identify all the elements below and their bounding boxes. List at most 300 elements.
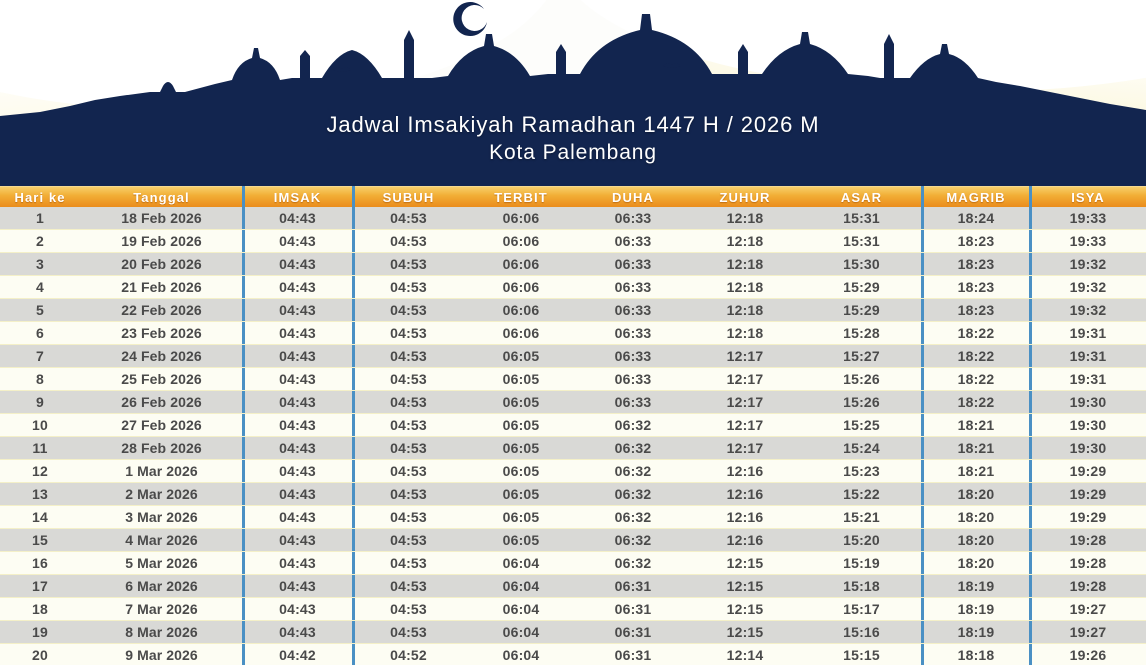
cell-terbit: 06:05 (502, 440, 540, 456)
imsak-column-divider-left (242, 230, 245, 252)
magrib-column-divider-right (1029, 391, 1032, 413)
cell-zuhur: 12:18 (726, 233, 764, 249)
imsak-column-divider-right (352, 230, 355, 252)
cell-isya: 19:29 (1069, 463, 1107, 479)
cell-hari: 13 (32, 486, 48, 502)
magrib-column-divider-right (1029, 575, 1032, 597)
table-row (0, 529, 1146, 552)
cell-zuhur: 12:18 (726, 279, 764, 295)
cell-isya: 19:28 (1069, 578, 1107, 594)
magrib-column-divider-left (921, 368, 924, 390)
cell-terbit: 06:04 (502, 555, 540, 571)
cell-tgl: 3 Mar 2026 (125, 509, 198, 525)
cell-zuhur: 12:17 (726, 371, 764, 387)
cell-imsak: 04:43 (279, 233, 316, 249)
cell-subuh: 04:53 (390, 256, 427, 272)
cell-asar: 15:23 (843, 463, 880, 479)
cell-zuhur: 12:17 (726, 440, 764, 456)
cell-magrib: 18:20 (957, 509, 995, 525)
page-title: Jadwal Imsakiyah Ramadhan 1447 H / 2026 M (326, 112, 820, 137)
magrib-column-divider-left (921, 391, 924, 413)
cell-magrib: 18:21 (957, 440, 995, 456)
cell-terbit: 06:04 (502, 601, 540, 617)
magrib-column-divider-right-header (1029, 186, 1032, 207)
magrib-column-divider-right (1029, 230, 1032, 252)
cell-zuhur: 12:15 (726, 555, 764, 571)
column-header-hari[interactable]: Hari ke (14, 189, 66, 205)
imsak-column-divider-right (352, 368, 355, 390)
cell-hari: 4 (36, 279, 44, 295)
cell-hari: 16 (32, 555, 48, 571)
cell-terbit: 06:04 (502, 578, 540, 594)
cell-asar: 15:29 (843, 279, 880, 295)
cell-terbit: 06:04 (502, 647, 540, 663)
cell-terbit: 06:05 (502, 394, 540, 410)
cell-tgl: 26 Feb 2026 (121, 394, 202, 410)
imsak-column-divider-left (242, 575, 245, 597)
cell-imsak: 04:43 (279, 578, 316, 594)
cell-magrib: 18:20 (957, 486, 995, 502)
magrib-column-divider-right (1029, 552, 1032, 574)
table-row (0, 644, 1146, 665)
table-row (0, 299, 1146, 322)
cell-magrib: 18:22 (957, 371, 995, 387)
cell-zuhur: 12:18 (726, 302, 764, 318)
cell-tgl: 22 Feb 2026 (121, 302, 202, 318)
cell-imsak: 04:43 (279, 348, 316, 364)
cell-zuhur: 12:16 (726, 509, 764, 525)
cell-tgl: 28 Feb 2026 (121, 440, 202, 456)
column-header-terbit[interactable]: TERBIT (494, 189, 548, 205)
cell-hari: 14 (32, 509, 48, 525)
cell-subuh: 04:53 (390, 578, 427, 594)
table-row (0, 598, 1146, 621)
cell-imsak: 04:43 (279, 256, 316, 272)
schedule-table (0, 186, 1146, 665)
cell-terbit: 06:05 (502, 509, 540, 525)
cell-asar: 15:29 (843, 302, 880, 318)
magrib-column-divider-left (921, 253, 924, 275)
cell-zuhur: 12:18 (726, 256, 764, 272)
magrib-column-divider-right (1029, 621, 1032, 643)
cell-terbit: 06:06 (502, 210, 540, 226)
cell-duha: 06:31 (614, 601, 652, 617)
cell-isya: 19:27 (1069, 601, 1107, 617)
cell-duha: 06:31 (614, 578, 652, 594)
cell-zuhur: 12:16 (726, 532, 764, 548)
imsak-column-divider-left (242, 253, 245, 275)
cell-isya: 19:29 (1069, 509, 1107, 525)
cell-hari: 12 (32, 463, 48, 479)
cell-duha: 06:32 (614, 486, 652, 502)
cell-hari: 5 (36, 302, 44, 318)
imsak-column-divider-right (352, 299, 355, 321)
cell-tgl: 25 Feb 2026 (121, 371, 202, 387)
cell-magrib: 18:20 (957, 532, 995, 548)
cell-magrib: 18:22 (957, 394, 995, 410)
cell-zuhur: 12:17 (726, 417, 764, 433)
magrib-column-divider-left (921, 621, 924, 643)
magrib-column-divider-right (1029, 207, 1032, 229)
imsak-column-divider-left (242, 598, 245, 620)
cell-zuhur: 12:15 (726, 601, 764, 617)
cell-hari: 1 (36, 210, 44, 226)
imsak-column-divider-right (352, 345, 355, 367)
cell-hari: 8 (36, 371, 44, 387)
imsak-column-divider-left (242, 414, 245, 436)
cell-isya: 19:31 (1069, 325, 1107, 341)
imsak-column-divider-left (242, 276, 245, 298)
cell-magrib: 18:21 (957, 463, 995, 479)
imsak-column-divider-left (242, 483, 245, 505)
cell-zuhur: 12:15 (726, 578, 764, 594)
imsak-column-divider-left (242, 460, 245, 482)
cell-hari: 17 (32, 578, 48, 594)
cell-subuh: 04:53 (390, 509, 427, 525)
cell-asar: 15:26 (843, 394, 880, 410)
cell-asar: 15:27 (843, 348, 880, 364)
magrib-column-divider-right (1029, 437, 1032, 459)
cell-terbit: 06:05 (502, 486, 540, 502)
imsak-column-divider-left (242, 552, 245, 574)
cell-imsak: 04:43 (279, 555, 316, 571)
cell-terbit: 06:06 (502, 325, 540, 341)
imsak-column-divider-left (242, 299, 245, 321)
cell-magrib: 18:20 (957, 555, 995, 571)
cell-asar: 15:30 (843, 256, 880, 272)
cell-asar: 15:17 (843, 601, 880, 617)
magrib-column-divider-left (921, 414, 924, 436)
cell-magrib: 18:23 (957, 279, 995, 295)
magrib-column-divider-left (921, 207, 924, 229)
cell-subuh: 04:53 (390, 532, 427, 548)
cell-zuhur: 12:16 (726, 463, 764, 479)
column-header-isya[interactable]: ISYA (1071, 189, 1105, 205)
magrib-column-divider-right (1029, 299, 1032, 321)
imsak-column-divider-right (352, 391, 355, 413)
cell-imsak: 04:43 (279, 302, 316, 318)
table-row (0, 368, 1146, 391)
cell-imsak: 04:43 (279, 624, 316, 640)
cell-magrib: 18:23 (957, 233, 995, 249)
cell-isya: 19:32 (1069, 302, 1107, 318)
cell-terbit: 06:06 (502, 233, 540, 249)
column-header-imsak[interactable]: IMSAK (273, 189, 322, 205)
cell-imsak: 04:42 (279, 647, 316, 663)
cell-subuh: 04:53 (390, 624, 427, 640)
table-row (0, 207, 1146, 230)
cell-hari: 9 (36, 394, 44, 410)
table-body (0, 207, 1146, 665)
magrib-column-divider-left-header (921, 186, 924, 207)
cell-asar: 15:28 (843, 325, 880, 341)
cell-tgl: 23 Feb 2026 (121, 325, 202, 341)
cell-tgl: 2 Mar 2026 (125, 486, 198, 502)
cell-zuhur: 12:14 (726, 647, 764, 663)
cell-imsak: 04:43 (279, 463, 316, 479)
cell-duha: 06:33 (614, 371, 652, 387)
table-row (0, 575, 1146, 598)
magrib-column-divider-right (1029, 345, 1032, 367)
cell-duha: 06:32 (614, 417, 652, 433)
magrib-column-divider-right (1029, 506, 1032, 528)
cell-terbit: 06:05 (502, 348, 540, 364)
column-header-duha[interactable]: DUHA (612, 189, 654, 205)
cell-duha: 06:33 (614, 256, 652, 272)
imsak-column-divider-right (352, 322, 355, 344)
imsak-column-divider-right-header (352, 186, 355, 207)
cell-magrib: 18:19 (957, 624, 995, 640)
cell-duha: 06:32 (614, 555, 652, 571)
cell-hari: 2 (36, 233, 44, 249)
table-row (0, 506, 1146, 529)
magrib-column-divider-right (1029, 529, 1032, 551)
crescent-moon-icon (453, 2, 487, 36)
cell-zuhur: 12:15 (726, 624, 764, 640)
imsak-column-divider-left (242, 345, 245, 367)
cell-isya: 19:33 (1069, 210, 1107, 226)
cell-zuhur: 12:16 (726, 486, 764, 502)
cell-duha: 06:31 (614, 647, 652, 663)
cell-asar: 15:24 (843, 440, 880, 456)
cell-tgl: 9 Mar 2026 (125, 647, 198, 663)
imsak-column-divider-left (242, 322, 245, 344)
cell-imsak: 04:43 (279, 440, 316, 456)
cell-tgl: 1 Mar 2026 (125, 463, 198, 479)
cell-subuh: 04:53 (390, 463, 427, 479)
magrib-column-divider-right (1029, 483, 1032, 505)
cell-imsak: 04:43 (279, 417, 316, 433)
cell-imsak: 04:43 (279, 486, 316, 502)
cell-subuh: 04:53 (390, 302, 427, 318)
imsak-column-divider-right (352, 276, 355, 298)
cell-subuh: 04:53 (390, 394, 427, 410)
magrib-column-divider-left (921, 529, 924, 551)
cell-terbit: 06:05 (502, 371, 540, 387)
cell-magrib: 18:22 (957, 325, 995, 341)
cell-subuh: 04:53 (390, 325, 427, 341)
cell-hari: 11 (32, 440, 48, 456)
cell-isya: 19:33 (1069, 233, 1107, 249)
cell-magrib: 18:23 (957, 256, 995, 272)
cell-hari: 7 (36, 348, 44, 364)
cell-terbit: 06:05 (502, 532, 540, 548)
cell-asar: 15:20 (843, 532, 880, 548)
magrib-column-divider-left (921, 644, 924, 665)
cell-tgl: 7 Mar 2026 (125, 601, 198, 617)
cell-imsak: 04:43 (279, 279, 316, 295)
table-row (0, 483, 1146, 506)
magrib-column-divider-right (1029, 644, 1032, 665)
cell-isya: 19:27 (1069, 624, 1107, 640)
cell-isya: 19:31 (1069, 348, 1107, 364)
magrib-column-divider-left (921, 575, 924, 597)
cell-tgl: 8 Mar 2026 (125, 624, 198, 640)
cell-subuh: 04:53 (390, 601, 427, 617)
cell-zuhur: 12:18 (726, 325, 764, 341)
cell-asar: 15:15 (843, 647, 880, 663)
cell-subuh: 04:53 (390, 371, 427, 387)
cell-subuh: 04:53 (390, 440, 427, 456)
cell-subuh: 04:53 (390, 279, 427, 295)
imsak-column-divider-right (352, 575, 355, 597)
cell-magrib: 18:22 (957, 348, 995, 364)
cell-isya: 19:28 (1069, 532, 1107, 548)
cell-tgl: 4 Mar 2026 (125, 532, 198, 548)
cell-subuh: 04:53 (390, 210, 427, 226)
cell-tgl: 18 Feb 2026 (121, 210, 202, 226)
cell-hari: 10 (32, 417, 48, 433)
cell-duha: 06:33 (614, 210, 652, 226)
cell-duha: 06:33 (614, 325, 652, 341)
cell-imsak: 04:43 (279, 601, 316, 617)
cell-magrib: 18:23 (957, 302, 995, 318)
imsak-column-divider-left-header (242, 186, 245, 207)
cell-imsak: 04:43 (279, 509, 316, 525)
table-row (0, 253, 1146, 276)
cell-terbit: 06:05 (502, 417, 540, 433)
imsak-column-divider-right (352, 460, 355, 482)
table-row (0, 345, 1146, 368)
magrib-column-divider-right (1029, 368, 1032, 390)
cell-imsak: 04:43 (279, 210, 316, 226)
cell-subuh: 04:53 (390, 486, 427, 502)
table-row (0, 437, 1146, 460)
cell-tgl: 19 Feb 2026 (121, 233, 202, 249)
imsak-column-divider-left (242, 391, 245, 413)
cell-magrib: 18:19 (957, 578, 995, 594)
table-row (0, 460, 1146, 483)
magrib-column-divider-left (921, 276, 924, 298)
table-row (0, 414, 1146, 437)
cell-isya: 19:30 (1069, 417, 1107, 433)
imsak-column-divider-left (242, 368, 245, 390)
imsak-column-divider-right (352, 506, 355, 528)
banner-title-block (0, 112, 1146, 166)
cell-magrib: 18:21 (957, 417, 995, 433)
magrib-column-divider-left (921, 483, 924, 505)
cell-hari: 18 (32, 601, 48, 617)
magrib-column-divider-right (1029, 322, 1032, 344)
cell-tgl: 20 Feb 2026 (121, 256, 202, 272)
column-header-tanggal[interactable]: Tanggal (133, 189, 190, 205)
cell-tgl: 21 Feb 2026 (121, 279, 202, 295)
cell-imsak: 04:43 (279, 532, 316, 548)
cell-hari: 20 (32, 647, 48, 663)
page-subtitle: Kota Palembang (489, 141, 657, 164)
table-row (0, 230, 1146, 253)
imsak-column-divider-right (352, 621, 355, 643)
column-header-zuhur[interactable]: ZUHUR (719, 189, 771, 205)
cell-magrib: 18:18 (957, 647, 995, 663)
cell-magrib: 18:24 (957, 210, 995, 226)
cell-hari: 15 (32, 532, 48, 548)
magrib-column-divider-left (921, 506, 924, 528)
table-row (0, 621, 1146, 644)
cell-duha: 06:33 (614, 233, 652, 249)
table-row (0, 322, 1146, 345)
cell-hari: 6 (36, 325, 44, 341)
imsak-column-divider-right (352, 483, 355, 505)
magrib-column-divider-left (921, 460, 924, 482)
cell-subuh: 04:53 (390, 233, 427, 249)
imsak-column-divider-right (352, 598, 355, 620)
magrib-column-divider-left (921, 345, 924, 367)
cell-duha: 06:33 (614, 279, 652, 295)
column-header-subuh[interactable]: SUBUH (382, 189, 435, 205)
magrib-column-divider-left (921, 437, 924, 459)
cell-duha: 06:33 (614, 302, 652, 318)
cell-terbit: 06:06 (502, 256, 540, 272)
imsak-column-divider-right (352, 207, 355, 229)
table-header-row (0, 186, 1146, 207)
imsak-column-divider-left (242, 506, 245, 528)
magrib-column-divider-left (921, 552, 924, 574)
cell-zuhur: 12:17 (726, 394, 764, 410)
cell-duha: 06:32 (614, 532, 652, 548)
cell-asar: 15:21 (843, 509, 880, 525)
cell-asar: 15:18 (843, 578, 880, 594)
magrib-column-divider-right (1029, 414, 1032, 436)
imsak-column-divider-right (352, 529, 355, 551)
cell-imsak: 04:43 (279, 371, 316, 387)
magrib-column-divider-left (921, 322, 924, 344)
magrib-column-divider-right (1029, 276, 1032, 298)
cell-terbit: 06:06 (502, 279, 540, 295)
cell-duha: 06:33 (614, 394, 652, 410)
cell-subuh: 04:53 (390, 417, 427, 433)
imsak-column-divider-left (242, 529, 245, 551)
cell-asar: 15:31 (843, 233, 880, 249)
cell-duha: 06:31 (614, 624, 652, 640)
cell-asar: 15:26 (843, 371, 880, 387)
cell-duha: 06:32 (614, 440, 652, 456)
cell-asar: 15:19 (843, 555, 880, 571)
magrib-column-divider-left (921, 230, 924, 252)
cell-zuhur: 12:17 (726, 348, 764, 364)
imsak-column-divider-right (352, 437, 355, 459)
cell-magrib: 18:19 (957, 601, 995, 617)
imsak-column-divider-right (352, 414, 355, 436)
cell-imsak: 04:43 (279, 394, 316, 410)
cell-terbit: 06:04 (502, 624, 540, 640)
cell-isya: 19:26 (1069, 647, 1107, 663)
imsak-column-divider-right (352, 552, 355, 574)
column-header-magrib[interactable]: MAGRIB (946, 189, 1006, 205)
cell-asar: 15:16 (843, 624, 880, 640)
magrib-column-divider-left (921, 299, 924, 321)
banner-header (0, 0, 1146, 186)
cell-isya: 19:31 (1069, 371, 1107, 387)
cell-imsak: 04:43 (279, 325, 316, 341)
cell-zuhur: 12:18 (726, 210, 764, 226)
cell-isya: 19:30 (1069, 394, 1107, 410)
imsak-column-divider-left (242, 437, 245, 459)
cell-tgl: 27 Feb 2026 (121, 417, 202, 433)
imsak-column-divider-right (352, 253, 355, 275)
cell-isya: 19:28 (1069, 555, 1107, 571)
table-row (0, 552, 1146, 575)
table-row (0, 276, 1146, 299)
cell-isya: 19:30 (1069, 440, 1107, 456)
cell-subuh: 04:53 (390, 555, 427, 571)
cell-subuh: 04:52 (390, 647, 427, 663)
cell-isya: 19:32 (1069, 279, 1107, 295)
column-header-asar[interactable]: ASAR (840, 189, 883, 205)
cell-isya: 19:29 (1069, 486, 1107, 502)
cell-isya: 19:32 (1069, 256, 1107, 272)
table-row (0, 391, 1146, 414)
